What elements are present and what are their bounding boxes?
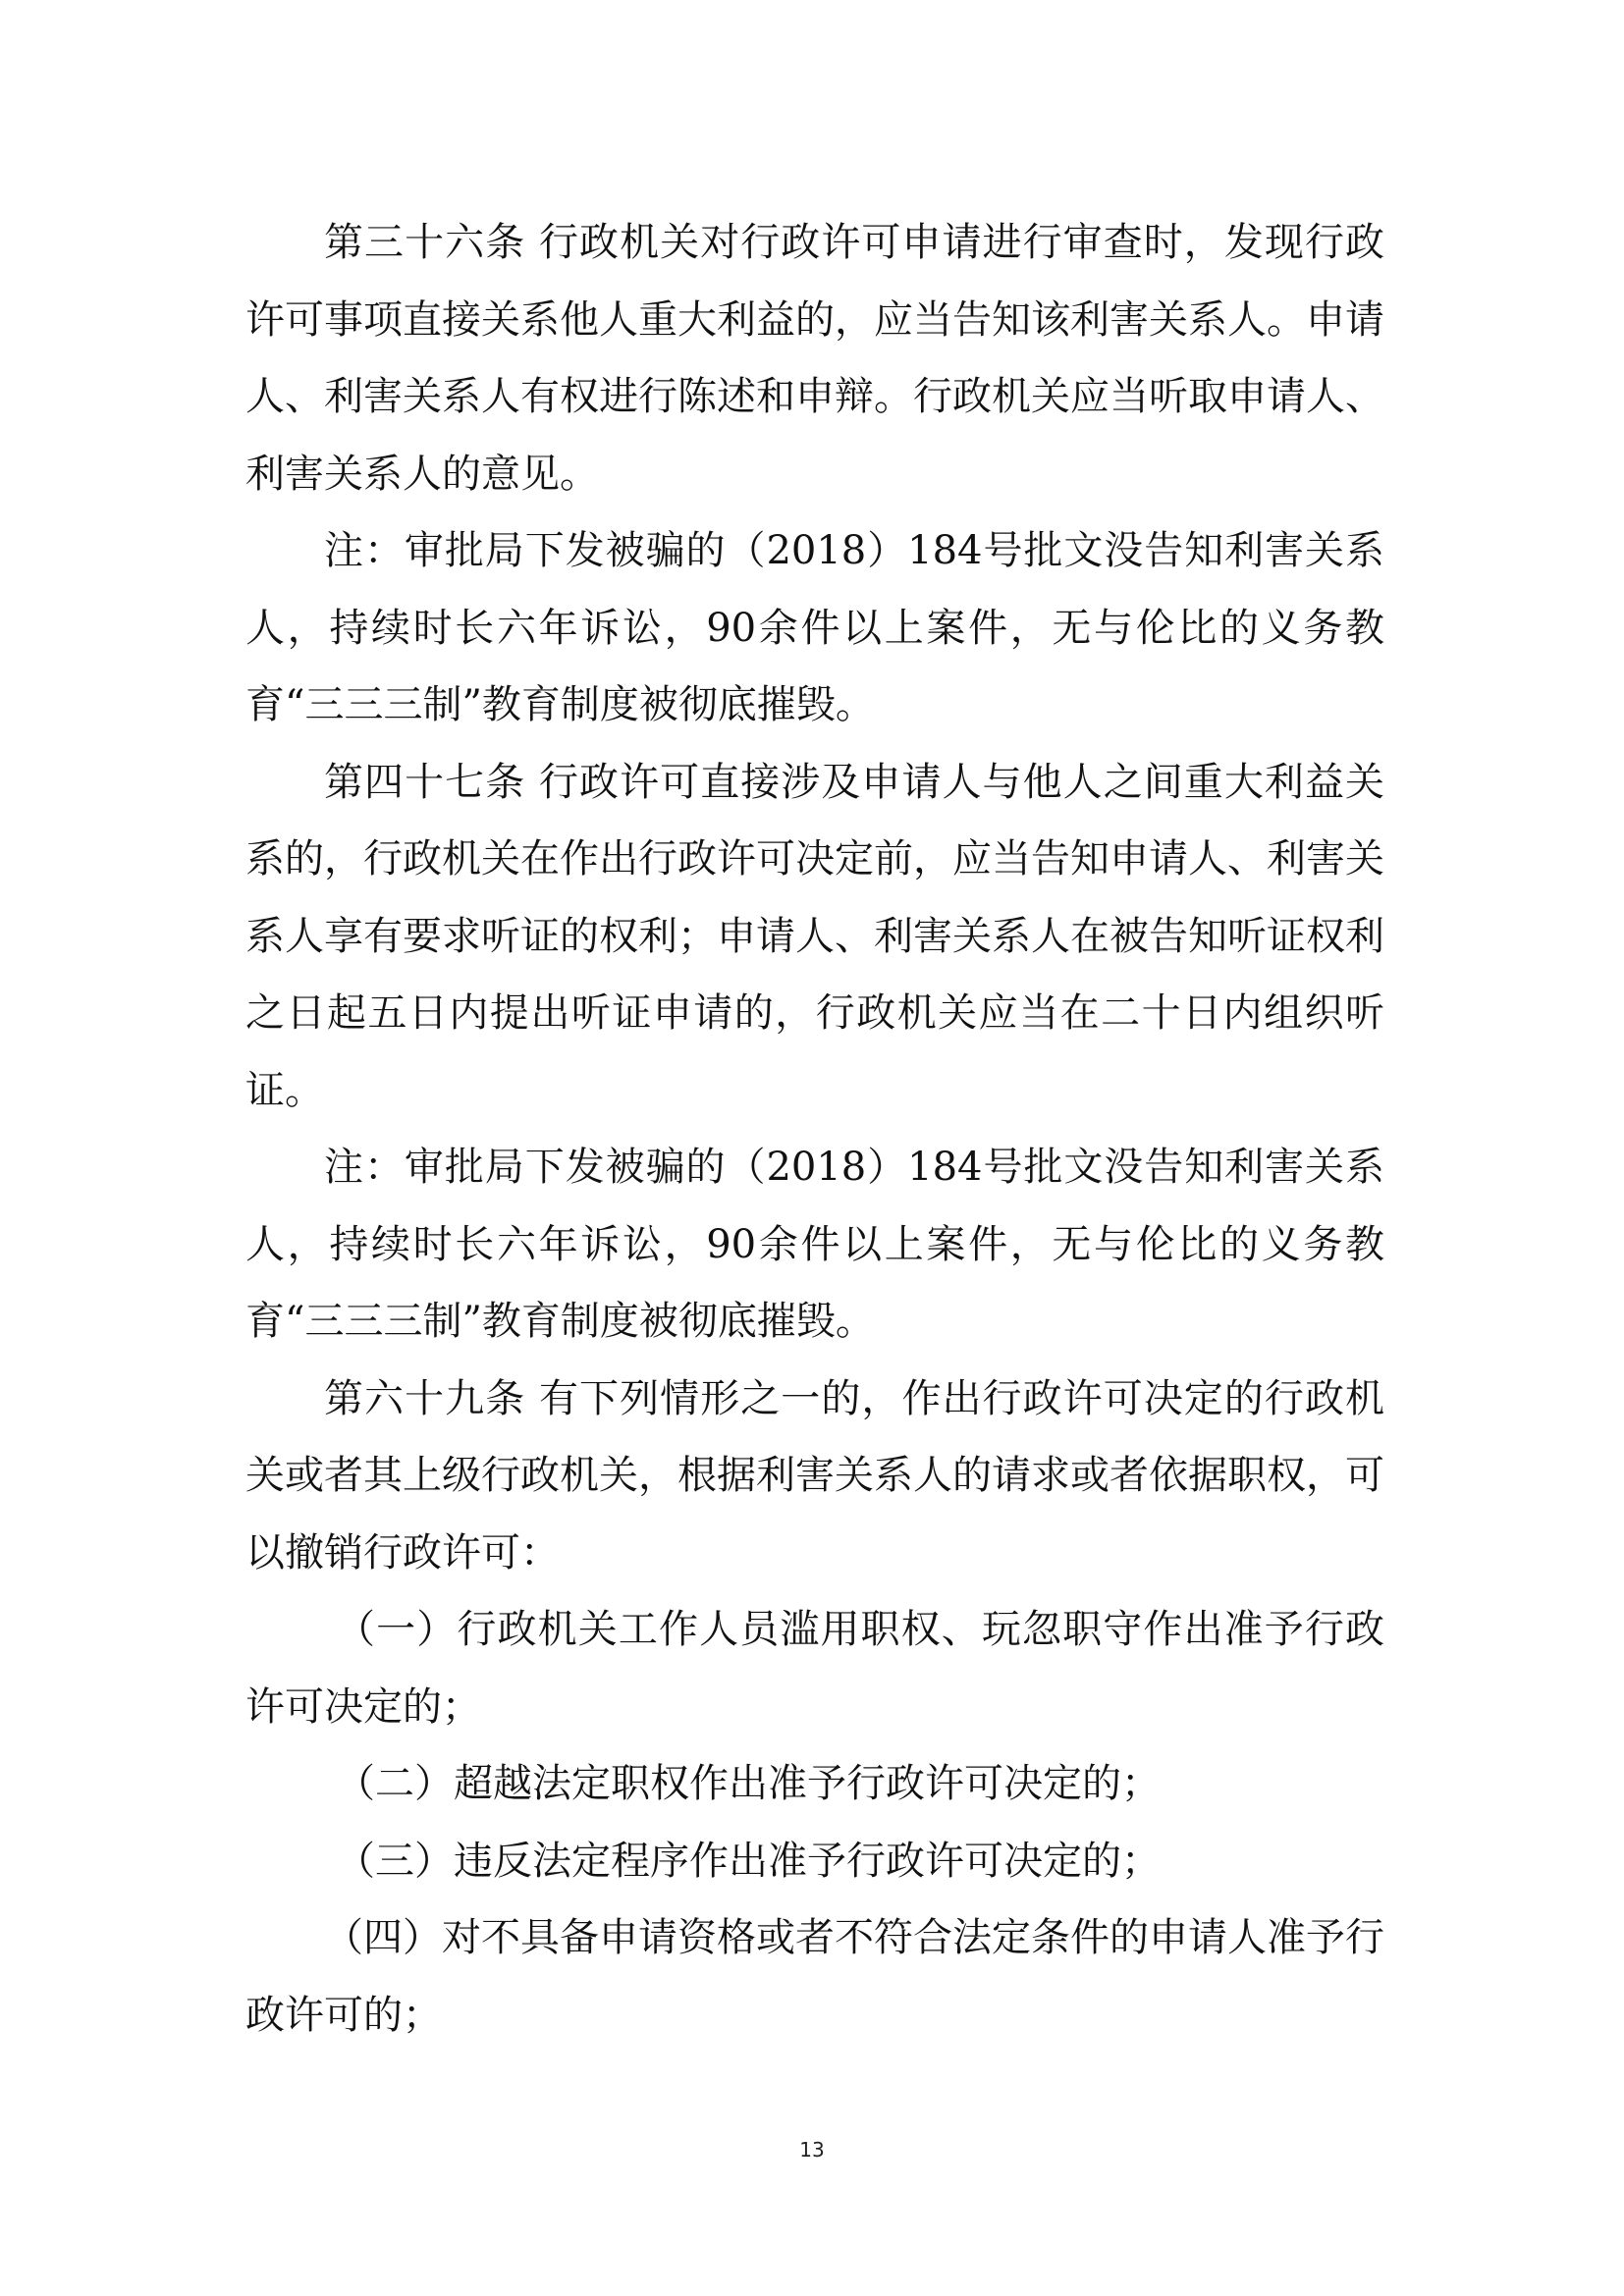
note-paragraph: 注：审批局下发被骗的（2018）184号批文没告知利害关系人，持续时长六年诉讼，90余件以上案件，无与伦比的义务教育“三三三制”教育制度被彻底摧毁。	[245, 528, 1384, 727]
list-item: （四）对不具备申请资格或者不符合法定条件的申请人准予行政许可的；	[245, 1915, 1384, 2038]
article-47-paragraph: 第四十七条 行政许可直接涉及申请人与他人之间重大利益关系的，行政机关在作出行政许可决定前，应当告知申请人、利害关系人享有要求听证的权利；申请人、利害关系人在被告知听证权利之日起五日内提出听证申请的，行政机关应当在二十日内组织听证。	[245, 759, 1384, 1113]
note-paragraph: 注：审批局下发被骗的（2018）184号批文没告知利害关系人，持续时长六年诉讼，90余件以上案件，无与伦比的义务教育“三三三制”教育制度被彻底摧毁。	[245, 1145, 1384, 1344]
article-69-paragraph: 第六十九条 有下列情形之一的，作出行政许可决定的行政机关或者其上级行政机关，根据利害关系人的请求或者依据职权，可以撤销行政许可：	[245, 1375, 1384, 1575]
list-item: （一）行政机关工作人员滥用职权、玩忽职守作出准予行政许可决定的；	[245, 1607, 1384, 1730]
article-36-paragraph: 第三十六条 行政机关对行政许可申请进行审查时，发现行政许可事项直接关系他人重大利益的，应当告知该利害关系人。申请人、利害关系人有权进行陈述和申辩。行政机关应当听取申请人、利害关系人的意见。	[245, 220, 1384, 497]
list-item: （三）违反法定程序作出准予行政许可决定的；	[336, 1838, 1161, 1884]
list-item: （二）超越法定职权作出准予行政许可决定的；	[336, 1761, 1161, 1806]
document-body	[245, 204, 1384, 2054]
page-number: 13	[799, 2138, 825, 2162]
